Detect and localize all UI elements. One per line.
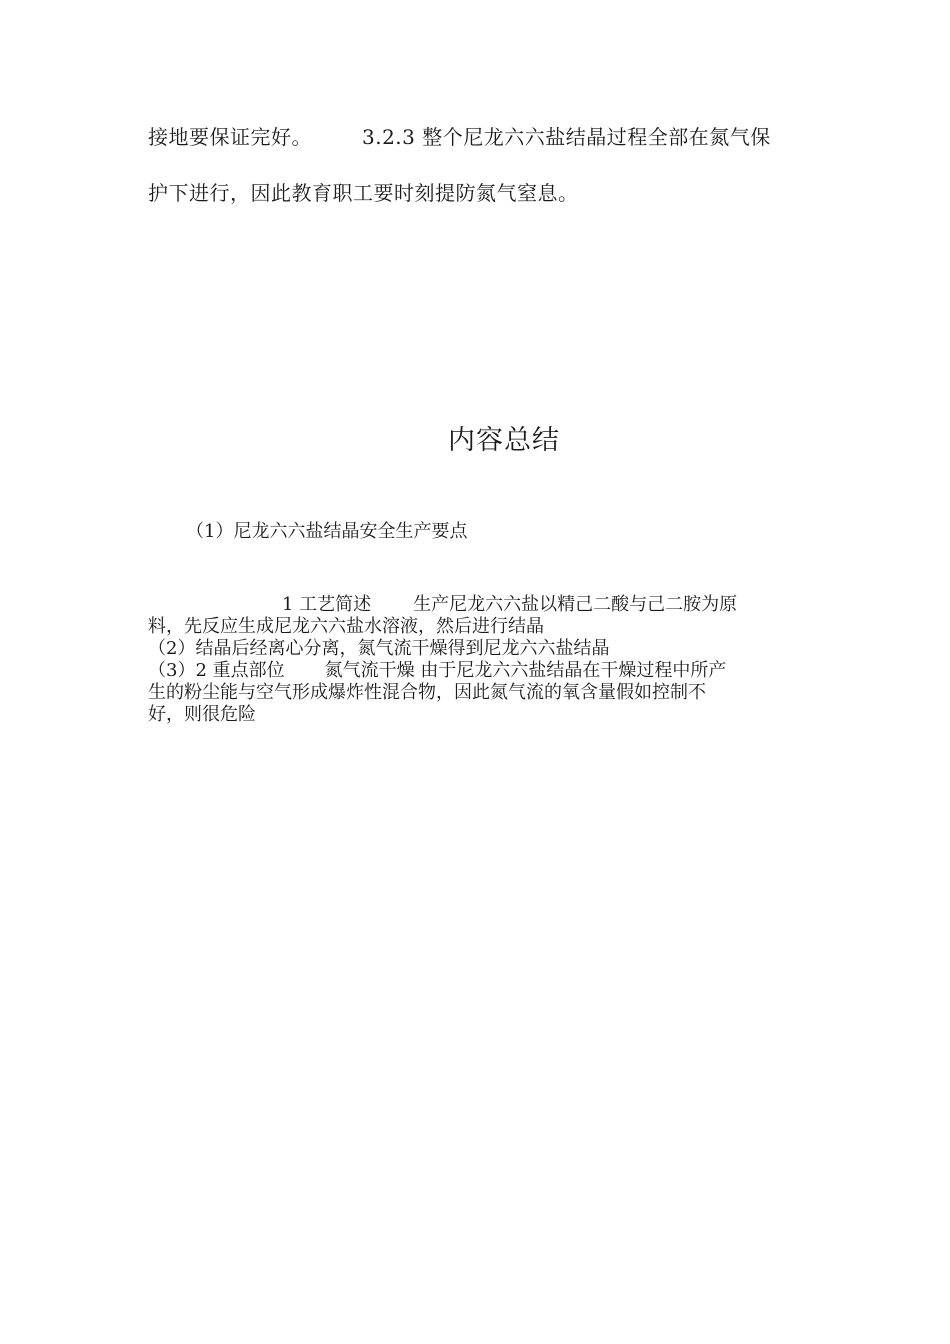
summary-line-4 [148,660,808,682]
key-point-text: 氮气流干燥 由于尼龙六六盐结晶在干燥过程中所产 [324,660,727,681]
paragraph-line-1-section: 3.2.3 整个尼龙六六盐结晶过程全部在氮气保 [362,125,771,149]
summary-title: 内容总结 [448,425,560,456]
process-text: 生产尼龙六六盐以精己二酸与己二胺为原 [413,594,738,615]
process-heading: 1 工艺简述 [282,594,372,615]
summary-line-6: 好，则很危险 [148,704,256,725]
summary-line-5: 生的粉尘能与空气形成爆炸性混合物，因此氮气流的氧含量假如控制不 [148,682,706,703]
summary-line-3: （2）结晶后经离心分离，氮气流干燥得到尼龙六六盐结晶 [148,638,610,659]
paragraph-line-1 [148,109,808,165]
summary-line-2: 料，先反应生成尼龙六六盐水溶液，然后进行结晶 [148,616,544,637]
paragraph-line-1-start: 接地要保证完好。 [148,125,312,149]
key-point-heading: （3）2 重点部位 [148,660,285,681]
body-paragraph [148,109,808,221]
summary-item-1: （1）尼龙六六盐结晶安全生产要点 [186,521,468,542]
summary-line-1 [148,594,808,616]
paragraph-line-2: 护下进行，因此教育职工要时刻提防氮气窒息。 [148,181,579,205]
summary-body [148,594,808,726]
